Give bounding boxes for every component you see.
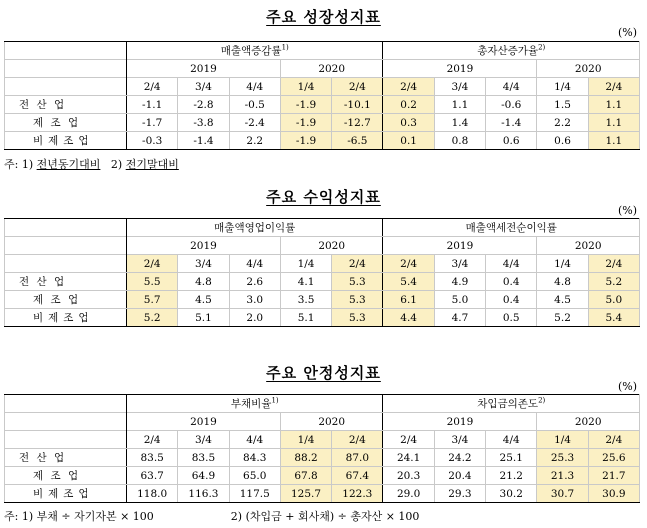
quarter-header: 1/4	[537, 431, 588, 449]
table-row	[5, 467, 640, 485]
table-cell: 24.1	[383, 449, 434, 467]
group-header: 총자산증가율$^{2)}$	[383, 42, 640, 60]
table-cell: 4.8	[178, 273, 229, 291]
year-header: 2019	[127, 237, 281, 255]
year-header: 2019	[127, 60, 281, 78]
quarter-header: 2/4	[127, 431, 178, 449]
table-cell: 4.4	[383, 309, 434, 327]
table-cell: 87.0	[332, 449, 383, 467]
profitability-table	[4, 218, 640, 327]
quarter-header: 3/4	[178, 78, 229, 96]
table-cell: 0.5	[486, 309, 537, 327]
table-cell: 67.8	[280, 467, 331, 485]
quarter-header: 4/4	[486, 78, 537, 96]
table-cell: 5.4	[383, 273, 434, 291]
table-cell: 30.7	[537, 485, 588, 503]
table-cell: 21.7	[588, 467, 639, 485]
quarter-header: 3/4	[178, 431, 229, 449]
table-cell: 118.0	[127, 485, 178, 503]
table-cell: 5.3	[332, 309, 383, 327]
quarter-header: 2/4	[588, 431, 639, 449]
profitability-title: 주요 수익성지표	[266, 188, 381, 206]
group-header: 매출액세전순이익률	[383, 219, 640, 237]
table-cell: 5.2	[537, 309, 588, 327]
quarter-header: 2/4	[588, 255, 639, 273]
table-cell: -10.1	[332, 96, 383, 114]
year-header: 2019	[383, 237, 537, 255]
table-cell: -0.5	[229, 96, 280, 114]
quarter-header: 3/4	[434, 431, 485, 449]
table-cell: -1.7	[127, 114, 178, 132]
table-cell: 5.7	[127, 291, 178, 309]
table-row	[5, 485, 640, 503]
table-cell: 83.5	[127, 449, 178, 467]
year-header: 2020	[280, 413, 383, 431]
year-header: 2020	[537, 237, 640, 255]
table-row	[5, 309, 640, 327]
row-label: 비제조업	[5, 309, 127, 327]
quarter-header: 2/4	[383, 78, 434, 96]
table-cell: -1.9	[280, 114, 331, 132]
table-row	[5, 273, 640, 291]
quarter-header: 1/4	[537, 255, 588, 273]
quarter-header: 2/4	[332, 255, 383, 273]
table-cell: 88.2	[280, 449, 331, 467]
table-row	[5, 291, 640, 309]
quarter-header: 2/4	[127, 255, 178, 273]
table-cell: -1.4	[178, 132, 229, 150]
group-header: 차입금의존도$^{2)}$	[383, 395, 640, 413]
table-cell: 6.1	[383, 291, 434, 309]
table-cell: 67.4	[332, 467, 383, 485]
table-cell: 5.1	[178, 309, 229, 327]
table-cell: 63.7	[127, 467, 178, 485]
table-cell: 3.0	[229, 291, 280, 309]
table-cell: 30.2	[486, 485, 537, 503]
quarter-header: 2/4	[332, 78, 383, 96]
row-label: 전 산 업	[5, 449, 127, 467]
table-cell: 20.3	[383, 467, 434, 485]
table-cell: -0.3	[127, 132, 178, 150]
year-header: 2020	[537, 413, 640, 431]
table-cell: 2.2	[537, 114, 588, 132]
table-cell: -1.4	[486, 114, 537, 132]
table-cell: 20.4	[434, 467, 485, 485]
table-cell: 29.3	[434, 485, 485, 503]
row-label: 제 조 업	[5, 114, 127, 132]
quarter-header: 4/4	[229, 255, 280, 273]
growth-table	[4, 41, 640, 150]
quarter-header: 2/4	[588, 78, 639, 96]
profitability-unit: (%)	[617, 204, 637, 217]
growth-footnote: 주: 1) 전년동기대비 2) 전기말대비	[4, 158, 179, 171]
table-cell: 4.7	[434, 309, 485, 327]
table-cell: -1.9	[280, 132, 331, 150]
quarter-header: 2/4	[127, 78, 178, 96]
group-header: 매출액증감률$^{1)}$	[127, 42, 383, 60]
table-cell: 4.8	[537, 273, 588, 291]
table-cell: 5.2	[588, 273, 639, 291]
quarter-header: 3/4	[434, 78, 485, 96]
table-cell: -12.7	[332, 114, 383, 132]
table-cell: 24.2	[434, 449, 485, 467]
table-cell: 0.4	[486, 291, 537, 309]
row-label: 제 조 업	[5, 291, 127, 309]
row-label: 비제조업	[5, 485, 127, 503]
year-header: 2019	[383, 60, 537, 78]
year-header: 2019	[383, 413, 537, 431]
year-header: 2019	[127, 413, 281, 431]
table-cell: 1.1	[588, 132, 639, 150]
table-cell: 0.6	[537, 132, 588, 150]
quarter-header: 4/4	[229, 78, 280, 96]
table-cell: 64.9	[178, 467, 229, 485]
table-cell: 1.4	[434, 114, 485, 132]
table-cell: 0.8	[434, 132, 485, 150]
quarter-header: 1/4	[280, 255, 331, 273]
table-row	[5, 114, 640, 132]
table-cell: 1.1	[434, 96, 485, 114]
table-cell: 30.9	[588, 485, 639, 503]
table-cell: 29.0	[383, 485, 434, 503]
quarter-header: 3/4	[178, 255, 229, 273]
table-row	[5, 96, 640, 114]
table-cell: 25.6	[588, 449, 639, 467]
table-cell: 1.1	[588, 114, 639, 132]
quarter-header: 1/4	[537, 78, 588, 96]
table-cell: 0.6	[486, 132, 537, 150]
growth-title: 주요 성장성지표	[266, 8, 381, 26]
quarter-header: 4/4	[486, 431, 537, 449]
table-cell: 116.3	[178, 485, 229, 503]
table-cell: -2.8	[178, 96, 229, 114]
table-cell: 84.3	[229, 449, 280, 467]
table-cell: 3.5	[280, 291, 331, 309]
table-cell: 2.0	[229, 309, 280, 327]
table-cell: 2.2	[229, 132, 280, 150]
growth-unit: (%)	[617, 26, 637, 39]
quarter-header: 2/4	[332, 431, 383, 449]
table-cell: 0.4	[486, 273, 537, 291]
table-cell: 0.3	[383, 114, 434, 132]
row-label: 제 조 업	[5, 467, 127, 485]
quarter-header: 2/4	[383, 255, 434, 273]
quarter-header: 1/4	[280, 431, 331, 449]
quarter-header: 4/4	[229, 431, 280, 449]
table-cell: 125.7	[280, 485, 331, 503]
table-cell: -0.6	[486, 96, 537, 114]
table-cell: 1.5	[537, 96, 588, 114]
table-cell: 122.3	[332, 485, 383, 503]
stability-unit: (%)	[617, 380, 637, 393]
row-label: 전 산 업	[5, 96, 127, 114]
table-cell: 2.6	[229, 273, 280, 291]
table-cell: 5.3	[332, 273, 383, 291]
table-cell: 5.4	[588, 309, 639, 327]
table-cell: -3.8	[178, 114, 229, 132]
quarter-header: 1/4	[280, 78, 331, 96]
table-cell: 4.5	[178, 291, 229, 309]
table-cell: 21.3	[537, 467, 588, 485]
table-cell: -6.5	[332, 132, 383, 150]
table-cell: 5.1	[280, 309, 331, 327]
table-cell: 5.5	[127, 273, 178, 291]
year-header: 2020	[280, 60, 383, 78]
table-cell: -1.1	[127, 96, 178, 114]
stability-table	[4, 394, 640, 503]
table-cell: 0.2	[383, 96, 434, 114]
row-label: 비제조업	[5, 132, 127, 150]
table-cell: 25.1	[486, 449, 537, 467]
table-cell: 21.2	[486, 467, 537, 485]
year-header: 2020	[537, 60, 640, 78]
year-header: 2020	[280, 237, 383, 255]
table-cell: 4.9	[434, 273, 485, 291]
table-cell: 65.0	[229, 467, 280, 485]
group-header: 매출액영업이익률	[127, 219, 383, 237]
quarter-header: 2/4	[383, 431, 434, 449]
table-cell: 5.0	[434, 291, 485, 309]
table-cell: -2.4	[229, 114, 280, 132]
quarter-header: 4/4	[486, 255, 537, 273]
table-cell: 117.5	[229, 485, 280, 503]
table-cell: 5.0	[588, 291, 639, 309]
stability-footnote: 주: 1) 부채 ÷ 자기자본 × 100 2) (차입금 + 회사채) ÷ 총자산 × 100	[4, 510, 420, 523]
table-cell: 25.3	[537, 449, 588, 467]
table-cell: 83.5	[178, 449, 229, 467]
quarter-header: 3/4	[434, 255, 485, 273]
row-label: 전 산 업	[5, 273, 127, 291]
table-cell: 0.1	[383, 132, 434, 150]
table-row	[5, 449, 640, 467]
table-cell: 1.1	[588, 96, 639, 114]
stability-title: 주요 안정성지표	[266, 364, 381, 382]
table-cell: 5.3	[332, 291, 383, 309]
table-cell: 4.5	[537, 291, 588, 309]
table-cell: 5.2	[127, 309, 178, 327]
table-row	[5, 132, 640, 150]
table-cell: 4.1	[280, 273, 331, 291]
group-header: 부채비율$^{1)}$	[127, 395, 383, 413]
table-cell: -1.9	[280, 96, 331, 114]
